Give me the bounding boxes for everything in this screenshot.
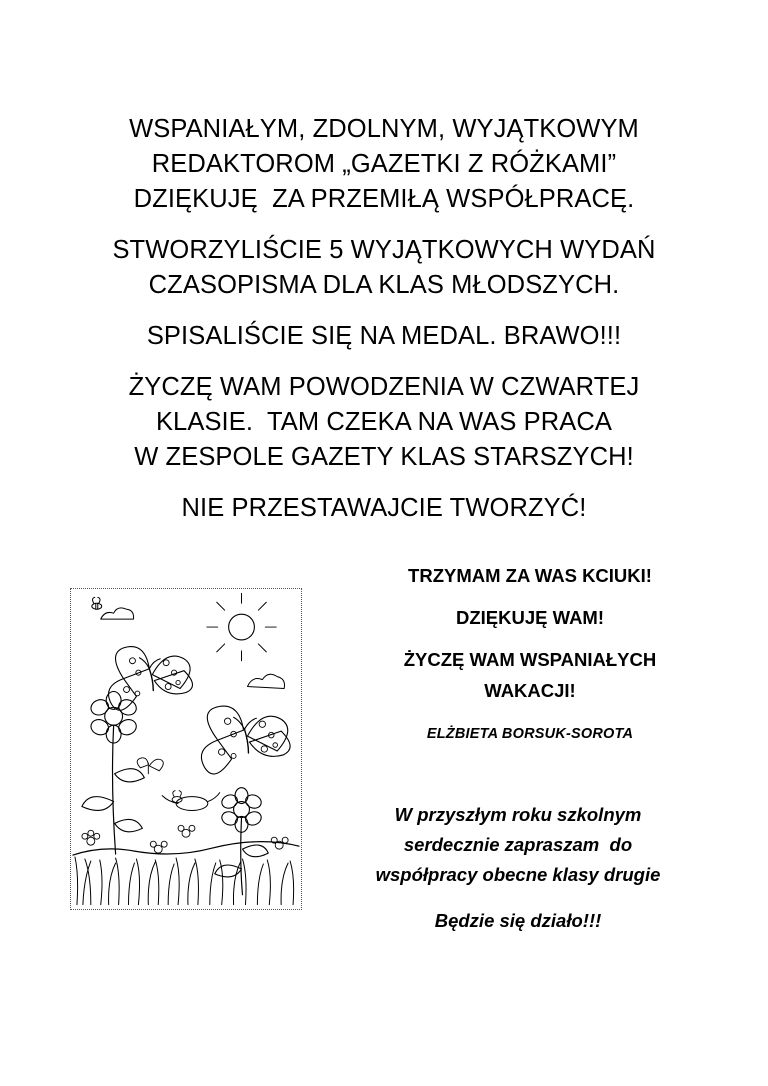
flower-icon (82, 692, 144, 855)
paragraph-line: SPISALIŚCIE SIĘ NA MEDAL. BRAWO!!! (146, 322, 622, 350)
paragraph-line: WSPANIAŁYM, ZDOLNYM, WYJĄTKOWYM (129, 115, 639, 143)
bold-line-thank-you: DZIĘKUJĘ WAM! (456, 607, 604, 628)
signature: ELŻBIETA BORSUK-SOROTA (426, 726, 634, 742)
bee-icon (92, 597, 102, 609)
closing-block (318, 800, 718, 932)
closing-line: serdecznie zapraszam do (403, 834, 633, 855)
butterfly-icon (137, 758, 163, 774)
paragraph-line: CZASOPISMA DLA KLAS MŁODSZYCH. (148, 271, 620, 299)
paragraph-line: REDAKTOROM „GAZETKI Z RÓŻKAMI” (151, 150, 617, 178)
spring-meadow-coloring-picture (70, 588, 302, 910)
paragraph-good-luck (0, 370, 768, 475)
paragraph-keep-creating (0, 491, 768, 526)
bold-line-thumbs-up: TRZYMAM ZA WAS KCIUKI! (408, 565, 652, 586)
closing-line: współpracy obecne klasy drugie (375, 864, 661, 885)
paragraph-line: NIE PRZESTAWAJCIE TWORZYĆ! (181, 494, 587, 522)
paragraph-line: ŻYCZĘ WAM POWODZENIA W CZWARTEJ (128, 373, 640, 401)
paragraph-line: KLASIE. TAM CZEKA NA WAS PRACA (155, 408, 613, 436)
cloud-icon (247, 674, 284, 688)
bold-line-holiday-wish-1: ŻYCZĘ WAM WSPANIAŁYCH (403, 649, 657, 670)
paragraph-five-issues (0, 233, 768, 303)
butterfly-icon (201, 706, 290, 774)
bold-line-holiday-wish-2: WAKACJI! (484, 680, 576, 701)
right-bold-block (330, 560, 730, 742)
closing-line: W przyszłym roku szkolnym (394, 804, 642, 825)
paragraph-thanks-intro (0, 112, 768, 217)
paragraph-line: W ZESPOLE GAZETY KLAS STARSZYCH! (134, 443, 634, 471)
cloud-icon (101, 608, 134, 619)
closing-exclamation: Będzie się działo!!! (434, 910, 602, 931)
headline-block (0, 112, 768, 540)
paragraph-bravo (0, 319, 768, 354)
sun-icon (229, 614, 255, 640)
paragraph-line: DZIĘKUJĘ ZA PRZEMIŁĄ WSPÓŁPRACĘ. (133, 185, 635, 213)
paragraph-line: STWORZYLIŚCIE 5 WYJĄTKOWYCH WYDAŃ (112, 236, 656, 264)
